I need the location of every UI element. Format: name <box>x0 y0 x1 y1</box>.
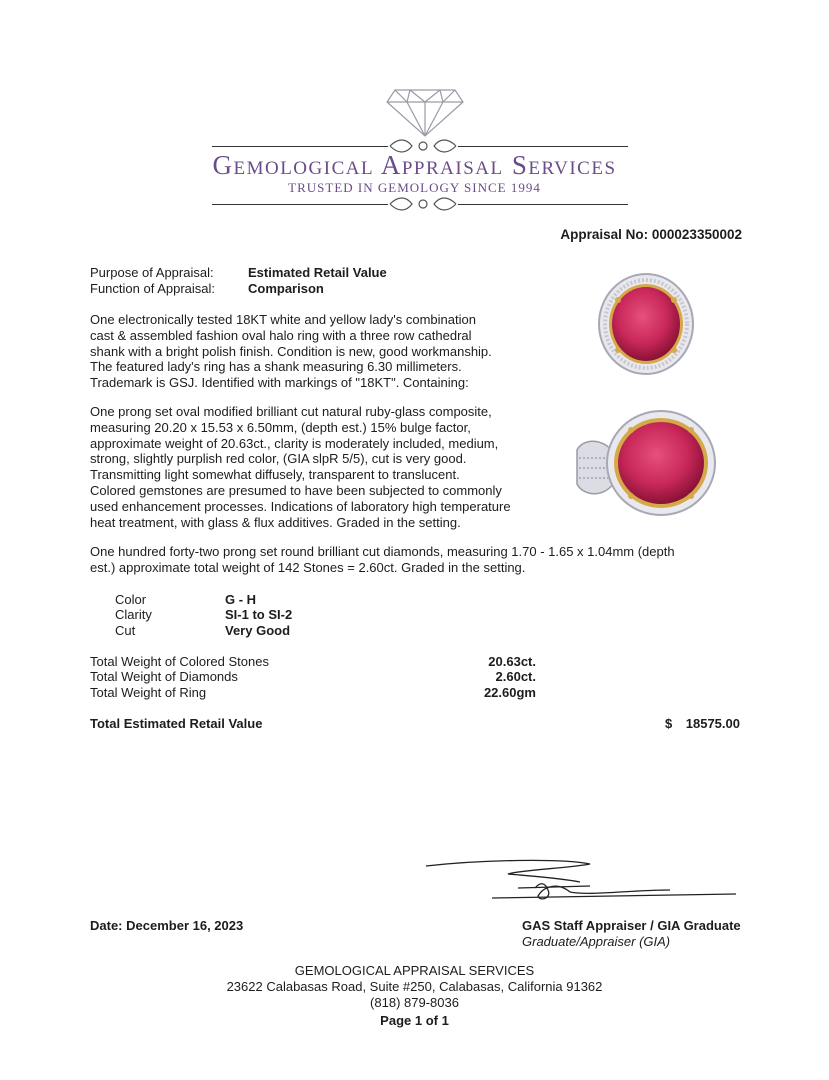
function-value: Comparison <box>248 281 324 296</box>
retail-value: 18575.00 <box>685 716 740 731</box>
para2-line: approximate weight of 20.63ct., clarity is moderately included, medium, <box>90 435 499 451</box>
total-diamonds-label: Total Weight of Diamonds <box>90 669 238 684</box>
appraiser-subtitle: Graduate/Appraiser (GIA) <box>522 934 671 949</box>
appraiser-title: GAS Staff Appraiser / GIA Graduate <box>522 918 741 933</box>
retail-currency: $ <box>665 716 673 731</box>
diamond-logo-icon <box>385 80 465 140</box>
para2-line: Transmitting light somewhat diffusely, transparent to translucent. <box>90 467 460 483</box>
ring-side-view-image <box>573 408 718 518</box>
date-line <box>90 918 243 934</box>
header-rule-top <box>212 146 388 147</box>
description-para-3 <box>90 544 675 576</box>
function-label: Function of Appraisal: <box>90 281 216 296</box>
para2-line: heat treatment, with glass & flux additives. Graded in the setting. <box>90 514 461 530</box>
header-rule-top-right <box>458 146 628 147</box>
total-diamonds-value: 2.60ct. <box>495 669 536 684</box>
footer-company: GEMOLOGICAL APPRAISAL SERVICES <box>294 963 535 978</box>
header-rule-bottom-right <box>458 204 628 205</box>
date-value: December 16, 2023 <box>126 918 244 933</box>
page-number: Page 1 of 1 <box>380 1013 449 1028</box>
description-para-2 <box>90 404 511 530</box>
para2-line: Colored gemstones are presumed to have been subjected to commonly <box>90 482 502 498</box>
para1-line: The featured lady's ring has a shank measuring 6.30 millimeters. <box>90 359 462 375</box>
para2-line: measuring 20.20 x 15.53 x 6.50mm, (depth est.) 15% bulge factor, <box>90 419 471 435</box>
para2-line: One prong set oval modified brilliant cut natural ruby-glass composite, <box>90 404 492 419</box>
description-para-1 <box>90 312 492 391</box>
purpose-label: Purpose of Appraisal: <box>90 265 214 280</box>
para3-line: est.) approximate total weight of 142 Stones = 2.60ct. Graded in the setting. <box>90 559 526 575</box>
para1-line: Trademark is GSJ. Identified with markings of "18KT". Containing: <box>90 375 469 391</box>
ring-top-view-image <box>596 272 696 377</box>
total-colored-stones-label: Total Weight of Colored Stones <box>90 654 269 669</box>
retail-value-label: Total Estimated Retail Value <box>90 716 263 731</box>
para3-line: One hundred forty-two prong set round brilliant cut diamonds, measuring 1.70 - 1.65 x 1.04mm (depth <box>90 544 675 559</box>
grading-color-label: Color <box>115 592 147 607</box>
footer-address: 23622 Calabasas Road, Suite #250, Calabasas, California 91362 <box>226 979 603 994</box>
company-name: Gemological Appraisal Services <box>212 150 617 180</box>
footer-phone: (818) 879-8036 <box>370 995 459 1010</box>
purpose-value: Estimated Retail Value <box>248 265 387 280</box>
company-tagline: TRUSTED IN GEMOLOGY SINCE 1994 <box>288 180 541 195</box>
appraisal-number-value: 000023350002 <box>651 227 742 242</box>
grading-cut-value: Very Good <box>225 623 291 638</box>
grading-clarity-label: Clarity <box>115 607 152 622</box>
total-colored-stones-value: 20.63ct. <box>488 654 536 669</box>
total-ring-label: Total Weight of Ring <box>90 685 207 700</box>
para1-line: One electronically tested 18KT white and yellow lady's combination <box>90 312 476 327</box>
date-label: Date: <box>90 918 123 933</box>
para1-line: cast & assembled fashion oval halo ring with a three row cathedral <box>90 327 472 343</box>
para2-line: strong, slightly purplish red color, (GIA slpR 5/5), cut is very good. <box>90 451 467 467</box>
appraisal-number <box>560 227 742 242</box>
para2-line: used enhancement processes. Indications of laboratory high temperature <box>90 498 511 514</box>
grading-clarity-value: SI-1 to SI-2 <box>225 607 293 622</box>
para1-line: shank with a bright polish finish. Condition is new, good workmanship. <box>90 343 492 359</box>
appraiser-signature-icon <box>420 852 750 912</box>
appraisal-number-label: Appraisal No: <box>560 227 649 242</box>
flourish-bottom-icon <box>388 194 458 214</box>
header-rule-bottom <box>212 204 388 205</box>
grading-color-value: G - H <box>225 592 257 607</box>
grading-cut-label: Cut <box>115 623 136 638</box>
total-ring-value: 22.60gm <box>483 685 536 700</box>
